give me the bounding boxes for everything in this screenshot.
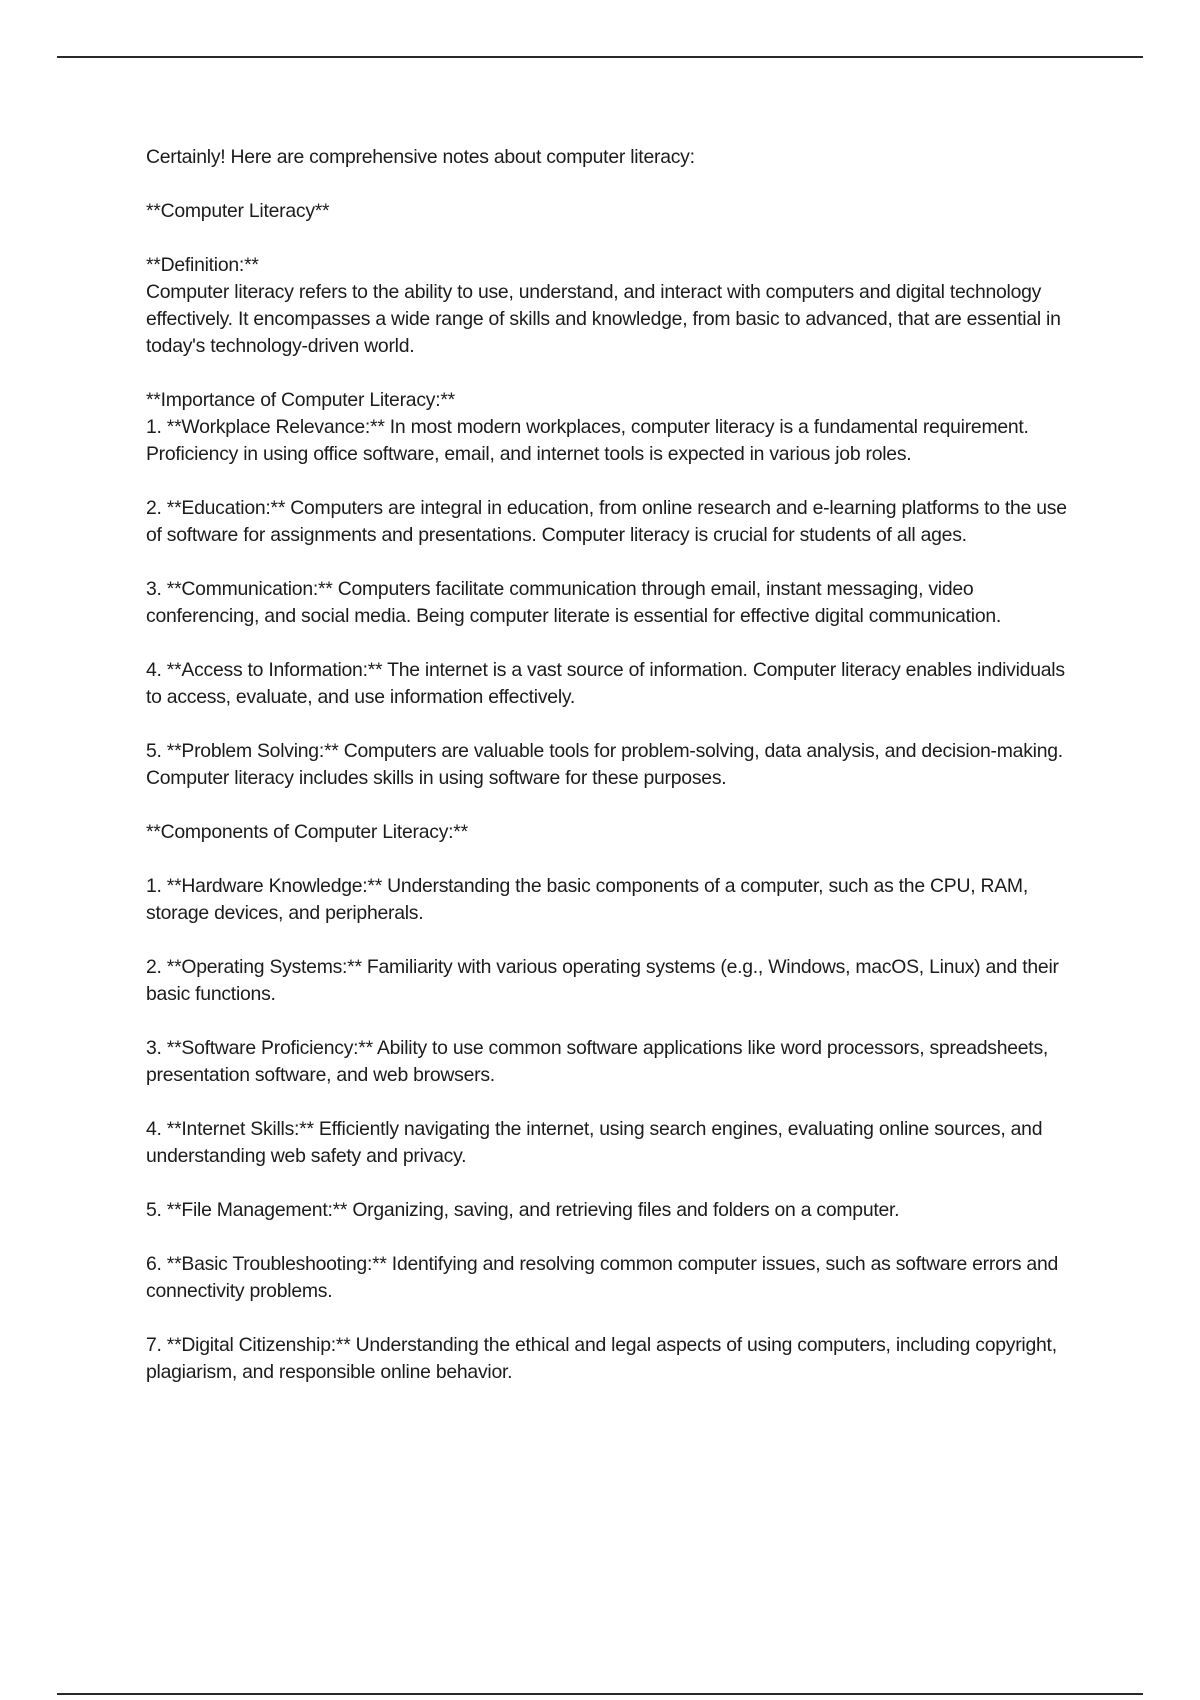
document-title: **Computer Literacy** — [146, 200, 330, 222]
importance-item-1: 1. **Workplace Relevance:** In most modern workplaces, computer literacy is a fundamental requirement. Proficiency in using office software, email, and internet tools is expected in various job roles. — [146, 416, 1029, 465]
components-item-2: 2. **Operating Systems:** Familiarity with various operating systems (e.g., Windows, macOS, Linux) and their basic functions. — [146, 956, 1059, 1005]
components-item-3: 3. **Software Proficiency:** Ability to use common software applications like word processors, spreadsheets, presentation software, and web browsers. — [146, 1037, 1049, 1086]
importance-item-4: 4. **Access to Information:** The internet is a vast source of information. Computer literacy enables individuals to access, evaluate, and use information effectively. — [146, 659, 1065, 708]
definition-text: Computer literacy refers to the ability to use, understand, and interact with computers and digital technology effectively. It encompasses a wide range of skills and knowledge, from basic to advanced, that are essential in today's technology-driven world. — [146, 281, 1061, 357]
intro-paragraph: Certainly! Here are comprehensive notes about computer literacy: — [146, 146, 695, 168]
footer-rule — [57, 1693, 1143, 1695]
importance-item-5: 5. **Problem Solving:** Computers are valuable tools for problem-solving, data analysis, and decision-making. Computer literacy includes skills in using software for these purposes. — [146, 740, 1063, 789]
components-item-1: 1. **Hardware Knowledge:** Understanding the basic components of a computer, such as the CPU, RAM, storage devices, and peripherals. — [146, 875, 1028, 924]
importance-item-3: 3. **Communication:** Computers facilitate communication through email, instant messaging, video conferencing, and social media. Being computer literate is essential for effective digital communication. — [146, 578, 1002, 627]
components-item-4: 4. **Internet Skills:** Efficiently navigating the internet, using search engines, evaluating online sources, and understanding web safety and privacy. — [146, 1118, 1043, 1167]
importance-item-2: 2. **Education:** Computers are integral in education, from online research and e-learning platforms to the use of software for assignments and presentations. Computer literacy is crucial for students of all ages. — [146, 497, 1067, 546]
document-body — [146, 144, 1076, 1413]
definition-heading: **Definition:** — [146, 254, 259, 276]
components-item-7: 7. **Digital Citizenship:** Understanding the ethical and legal aspects of using computers, including copyright, plagiarism, and responsible online behavior. — [146, 1334, 1057, 1383]
importance-heading: **Importance of Computer Literacy:** — [146, 389, 455, 411]
components-heading: **Components of Computer Literacy:** — [146, 821, 468, 843]
components-item-5: 5. **File Management:** Organizing, saving, and retrieving files and folders on a computer. — [146, 1199, 900, 1221]
components-item-6: 6. **Basic Troubleshooting:** Identifying and resolving common computer issues, such as software errors and connectivity problems. — [146, 1253, 1059, 1302]
header-rule — [57, 56, 1143, 58]
